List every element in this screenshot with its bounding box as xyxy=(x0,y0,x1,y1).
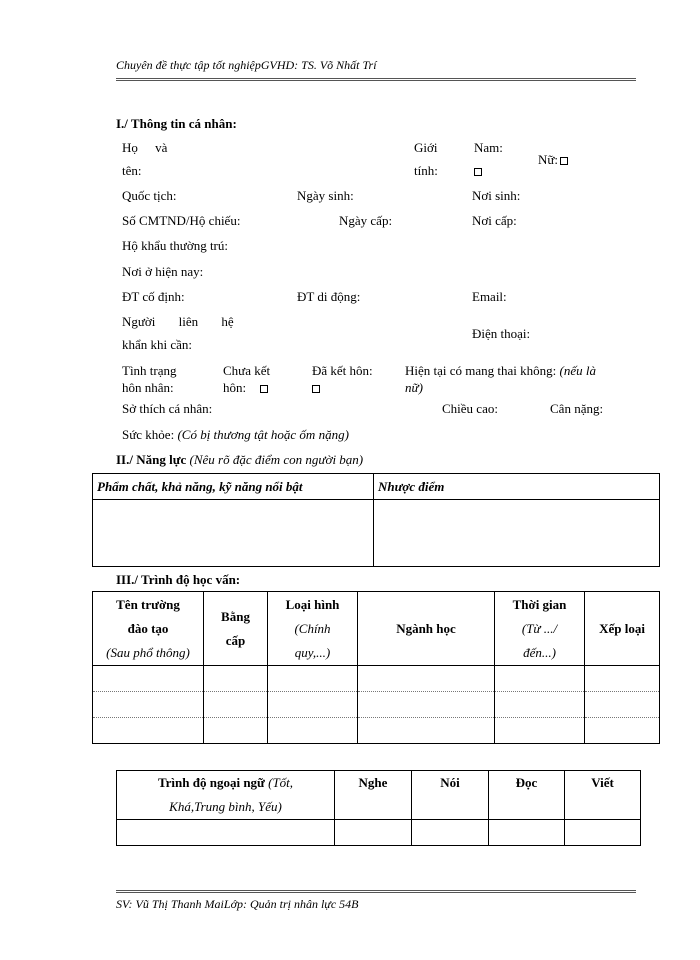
running-header: Chuyên đề thực tập tốt nghiệpGVHD: TS. Võ Nhất Trí xyxy=(116,58,377,72)
hv-cell[interactable] xyxy=(495,692,585,718)
hv-col-truong-1: Tên trường xyxy=(116,596,180,612)
nn-cell[interactable] xyxy=(412,820,489,846)
nn-col-trinh-do xyxy=(117,771,335,820)
table-row xyxy=(93,692,660,718)
hv-col-truong xyxy=(93,592,204,666)
label-ho-khau: Hộ khẩu thường trú: xyxy=(122,238,228,253)
nn-col-doc xyxy=(489,771,565,820)
nn-col-noi xyxy=(412,771,489,820)
label-nu-row xyxy=(538,152,568,168)
checkbox-chua-ket-hon[interactable] xyxy=(260,385,268,393)
hv-cell[interactable] xyxy=(93,718,204,744)
nn-cell[interactable] xyxy=(335,820,412,846)
label-dien-thoai: Điện thoại: xyxy=(472,326,531,341)
mang-thai-text: Hiện tại có mang thai không: xyxy=(405,363,557,378)
col-strengths-header xyxy=(93,474,374,500)
hv-col-bang: Bằng xyxy=(221,608,250,624)
table-row xyxy=(93,666,660,692)
hv-cell[interactable] xyxy=(204,718,268,744)
hv-cell[interactable] xyxy=(93,666,204,692)
hoc-van-table xyxy=(92,591,660,744)
label-suc-khoe xyxy=(122,427,349,443)
label-chua-ket: Chưa kết xyxy=(223,363,271,378)
hv-cell[interactable] xyxy=(268,718,358,744)
section3-title: III./ Trình độ học vấn: xyxy=(116,572,241,587)
nn-col-nghe-label: Nghe xyxy=(358,775,388,790)
hv-col-xep-loai-label: Xếp loại xyxy=(599,620,645,636)
label-chua-ket-hon xyxy=(223,380,268,396)
label-noi-sinh: Nơi sinh: xyxy=(472,188,521,203)
label-hon-nhan: hôn nhân: xyxy=(122,380,174,395)
nn-col-doc-label: Đọc xyxy=(515,775,538,790)
label-mang-thai xyxy=(405,363,596,379)
nn-col-nghe xyxy=(335,771,412,820)
section1-title: I./ Thông tin cá nhân: xyxy=(116,116,237,131)
label-tinh: tính: xyxy=(414,163,438,178)
hv-col-cap: cấp xyxy=(225,632,246,648)
label-ngay-cap: Ngày cấp: xyxy=(339,213,393,228)
hv-col-truong-3: (Sau phổ thông) xyxy=(106,644,190,660)
hv-col-thoi-gian xyxy=(495,592,585,666)
label-cmtnd: Số CMTND/Hộ chiếu: xyxy=(122,213,241,228)
nang-luc-table xyxy=(92,473,660,567)
nn-col-trinh-do-label: Trình độ ngoại ngữ xyxy=(157,775,265,790)
label-ngay-sinh: Ngày sinh: xyxy=(297,188,354,203)
hv-cell[interactable] xyxy=(93,692,204,718)
hv-col-loai-hinh-2: (Chính xyxy=(294,620,331,636)
label-dt-co-dinh: ĐT cố định: xyxy=(122,289,185,304)
footer-rule xyxy=(116,890,636,893)
hv-col-loai-hinh-1: Loại hình xyxy=(285,596,340,612)
hv-cell[interactable] xyxy=(585,718,660,744)
label-nguoi-lien-he: Người liên hệ xyxy=(122,314,234,329)
checkbox-da-ket-hon[interactable] xyxy=(312,380,320,396)
col-weaknesses-header xyxy=(374,474,660,500)
nn-cell[interactable] xyxy=(565,820,641,846)
label-tinh-trang: Tình trạng xyxy=(122,363,177,378)
label-da-ket-hon: Đã kết hôn: xyxy=(312,363,373,378)
label-nu: Nữ: xyxy=(538,152,559,167)
table-row xyxy=(117,820,641,846)
label-so-thich: Sở thích cá nhân: xyxy=(122,401,213,416)
hv-col-thoi-gian-1: Thời gian xyxy=(512,596,567,612)
nn-col-trinh-do-note: (Tốt, xyxy=(268,775,294,790)
label-email: Email: xyxy=(472,289,507,304)
strengths-cell[interactable] xyxy=(93,500,374,567)
hv-cell[interactable] xyxy=(204,666,268,692)
hv-col-thoi-gian-2: (Từ .../ xyxy=(521,620,558,636)
mang-thai-note-2: nữ) xyxy=(405,380,423,395)
nn-col-trinh-do-note-2: Khá,Trung bình, Yếu) xyxy=(169,799,282,814)
hv-cell[interactable] xyxy=(204,692,268,718)
label-ten: tên: xyxy=(122,163,142,178)
nn-cell[interactable] xyxy=(489,820,565,846)
section2-note: (Nêu rõ đặc điểm con người bạn) xyxy=(189,452,364,467)
hv-cell[interactable] xyxy=(585,692,660,718)
label-can-nang: Cân nặng: xyxy=(550,401,604,416)
header-rule xyxy=(116,78,636,81)
hv-cell[interactable] xyxy=(358,666,495,692)
label-chieu-cao: Chiều cao: xyxy=(442,401,498,416)
label-dt-di-dong: ĐT di động: xyxy=(297,289,361,304)
label-noi-cap: Nơi cấp: xyxy=(472,213,517,228)
hv-col-thoi-gian-3: đến...) xyxy=(523,644,556,660)
running-footer: SV: Vũ Thị Thanh MaiLớp: Quản trị nhân lực 54B xyxy=(116,897,359,911)
section2-title: II./ Năng lực xyxy=(116,452,187,467)
hv-cell[interactable] xyxy=(585,666,660,692)
hv-col-bang-cap xyxy=(204,592,268,666)
section2-title-row xyxy=(116,452,363,468)
label-gioi: Giới xyxy=(414,140,438,155)
suc-khoe-text: Sức khỏe: xyxy=(122,427,175,442)
hv-cell[interactable] xyxy=(268,666,358,692)
hv-cell[interactable] xyxy=(358,692,495,718)
hv-col-xep-loai xyxy=(585,592,660,666)
col-weaknesses-label: Nhược điểm xyxy=(378,478,445,494)
hv-cell[interactable] xyxy=(358,718,495,744)
table-row xyxy=(93,718,660,744)
hv-cell[interactable] xyxy=(495,718,585,744)
hv-col-truong-2: đào tạo xyxy=(127,620,169,636)
nn-col-viet-label: Viết xyxy=(591,775,614,790)
label-nam: Nam: xyxy=(474,140,503,155)
label-noi-o: Nơi ở hiện nay: xyxy=(122,264,204,279)
nn-cell[interactable] xyxy=(117,820,335,846)
ngoai-ngu-table xyxy=(116,770,641,846)
nn-col-noi-label: Nói xyxy=(440,775,460,790)
col-strengths-label: Phẩm chất, khả năng, kỹ năng nổi bật xyxy=(97,478,303,494)
label-hon: hôn: xyxy=(223,380,247,395)
hv-col-nganh-hoc xyxy=(358,592,495,666)
checkbox-nam[interactable] xyxy=(474,163,482,179)
hv-col-loai-hinh-3: quy,...) xyxy=(294,644,331,660)
weaknesses-cell[interactable] xyxy=(374,500,660,567)
label-quoc-tich: Quốc tịch: xyxy=(122,188,177,203)
hv-col-loai-hinh xyxy=(268,592,358,666)
label-ho-va: Họ và xyxy=(122,140,168,155)
label-khan-khi-can: khẩn khi cần: xyxy=(122,337,193,352)
mang-thai-note: (nếu là xyxy=(559,363,596,378)
hv-cell[interactable] xyxy=(495,666,585,692)
nn-col-viet xyxy=(565,771,641,820)
suc-khoe-note: (Có bị thương tật hoặc ốm nặng) xyxy=(177,427,349,442)
checkbox-nu[interactable] xyxy=(560,157,568,165)
hv-col-nganh-hoc-label: Ngành học xyxy=(396,620,456,636)
hv-cell[interactable] xyxy=(268,692,358,718)
